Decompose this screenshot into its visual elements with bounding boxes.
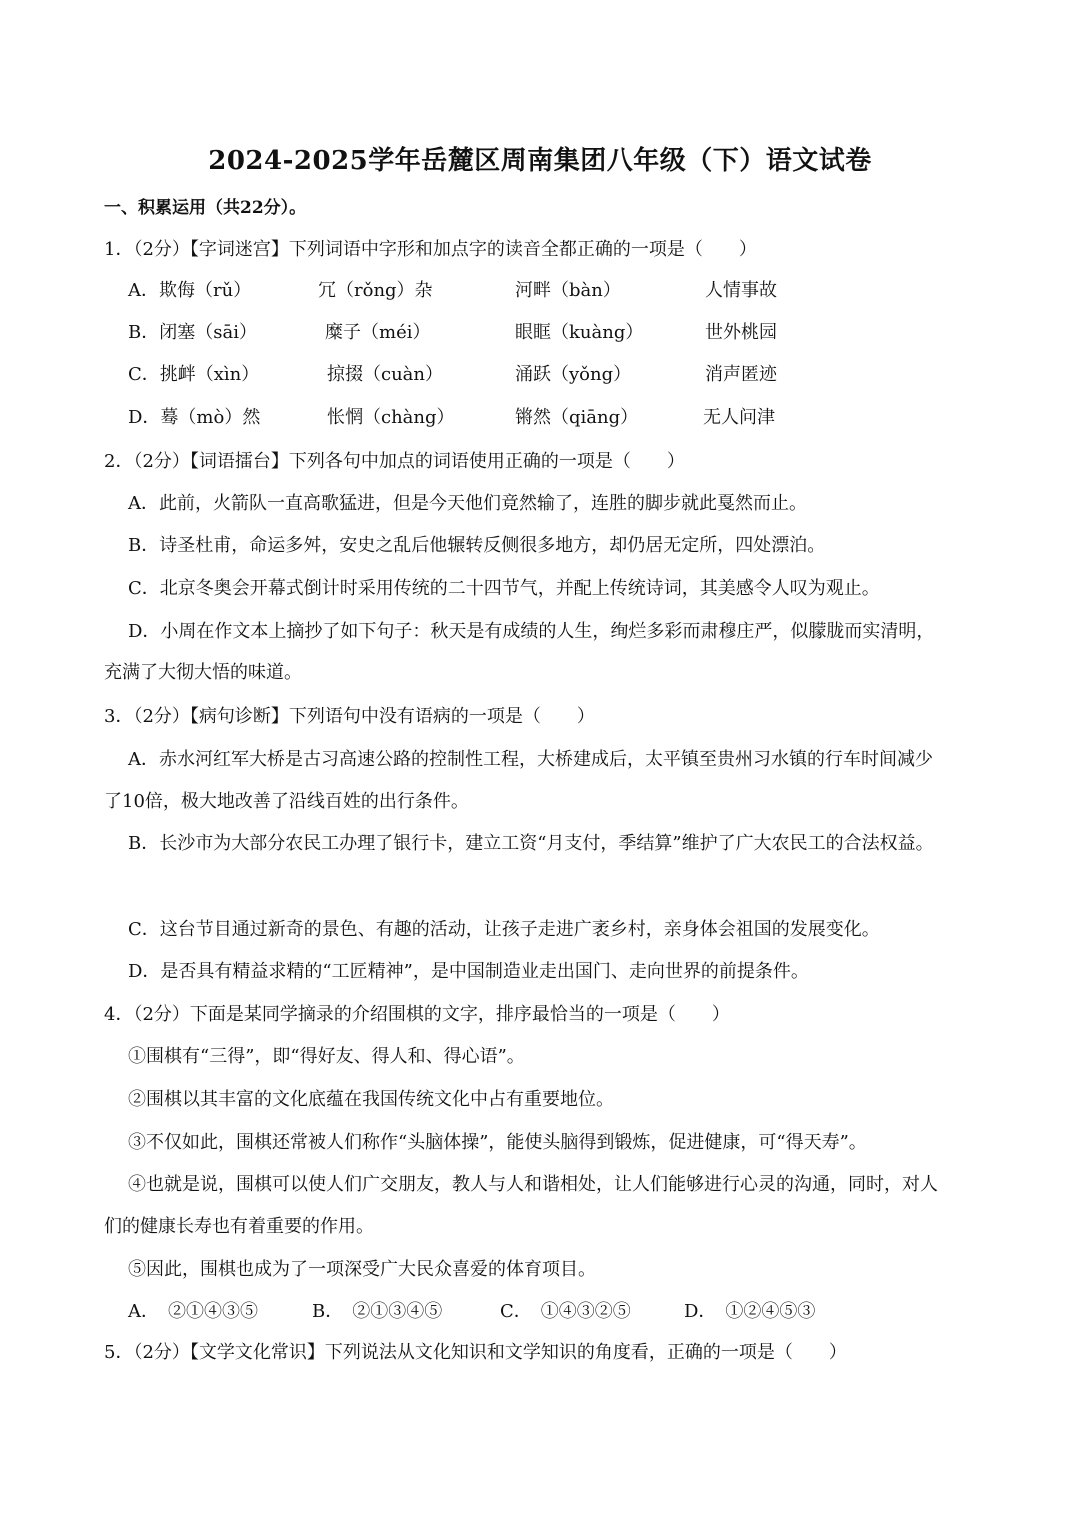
q1-option-c-word-4: 消声匿迹 [705, 364, 777, 385]
q1-option-b-word-3: 眼眶（kuàng） [515, 322, 644, 343]
q1-option-d-word-3: 锵然（qiāng） [515, 407, 639, 428]
q1-option-b-word-1: B．闭塞（sāi） [128, 322, 257, 343]
question-1-stem: 1．（2分）【字词迷宫】下列词语中字形和加点字的读音全都正确的一项是（ ） [104, 239, 757, 260]
q1-option-c-word-1: C．挑衅（xìn） [128, 364, 260, 385]
q4-sentence-1: ①围棋有“三得”，即“得好友、得人和、得心语”。 [128, 1046, 525, 1067]
question-2-stem: 2．（2分）【词语擂台】下列各句中加点的词语使用正确的一项是（ ） [104, 451, 685, 472]
q1-option-c-word-3: 涌跃（yǒng） [515, 364, 632, 385]
q1-option-a-word-1: A．欺侮（rǔ） [128, 280, 252, 301]
q1-option-a-word-3: 河畔（bàn） [515, 280, 621, 301]
q3-option-b: B．长沙市为大部分农民工办理了银行卡，建立工资“月支付，季结算”维护了广大农民工的合法权益。 [128, 833, 934, 854]
q1-option-b-word-4: 世外桃园 [705, 322, 777, 343]
question-4-stem: 4．（2分）下面是某同学摘录的介绍围棋的文字，排序最恰当的一项是（ ） [104, 1004, 730, 1025]
q4-sentence-4-line-1: ④也就是说，围棋可以使人们广交朋友，教人与人和谐相处，让人们能够进行心灵的沟通，同时，对人 [128, 1174, 938, 1195]
q1-option-c-word-2: 掠掇（cuàn） [327, 364, 443, 385]
q1-option-d-word-4: 无人问津 [703, 407, 775, 428]
q4-sentence-5: ⑤因此，围棋也成为了一项深受广大民众喜爱的体育项目。 [128, 1259, 596, 1280]
q2-option-c: C．北京冬奥会开幕式倒计时采用传统的二十四节气，并配上传统诗词，其美感令人叹为观止。 [128, 578, 880, 599]
q1-option-a-word-4: 人情事故 [705, 280, 777, 301]
q4-sentence-2: ②围棋以其丰富的文化底蕴在我国传统文化中占有重要地位。 [128, 1089, 614, 1110]
q4-option-a: A． ②①④③⑤ [128, 1301, 258, 1322]
q3-option-c: C．这台节目通过新奇的景色、有趣的活动，让孩子走进广袤乡村，亲身体会祖国的发展变化。 [128, 919, 880, 940]
q4-option-c: C． ①④③②⑤ [500, 1301, 631, 1322]
q3-option-a-line-1: A．赤水河红军大桥是古习高速公路的控制性工程，大桥建成后，太平镇至贵州习水镇的行车时间减少 [128, 749, 933, 770]
q2-option-a: A．此前，火箭队一直高歌猛进，但是今天他们竟然输了，连胜的脚步就此戛然而止。 [128, 493, 807, 514]
q1-option-d-word-1: D．蓦（mò）然 [128, 407, 261, 428]
q3-option-a-line-2: 了10倍，极大地改善了沿线百姓的出行条件。 [104, 791, 469, 812]
q1-option-d-word-2: 怅惘（chàng） [327, 407, 455, 428]
q1-option-b-word-2: 糜子（méi） [325, 322, 431, 343]
q2-option-d-line-2: 充满了大彻大悟的味道。 [104, 662, 302, 683]
section-heading: 一、积累运用（共22分）。 [104, 198, 307, 218]
q4-sentence-4-line-2: 们的健康长寿也有着重要的作用。 [104, 1216, 374, 1237]
q3-option-d: D．是否具有精益求精的“工匠精神”，是中国制造业走出国门、走向世界的前提条件。 [128, 961, 809, 982]
question-5-stem: 5．（2分）【文学文化常识】下列说法从文化知识和文学知识的角度看，正确的一项是（ ） [104, 1342, 847, 1363]
q2-option-d-line-1: D．小周在作文本上摘抄了如下句子：秋天是有成绩的人生，绚烂多彩而肃穆庄严，似朦胧而实清明， [128, 621, 935, 642]
page-title: 2024-2025学年岳麓区周南集团八年级（下）语文试卷 [208, 146, 872, 176]
q4-sentence-3: ③不仅如此，围棋还常被人们称作“头脑体操”，能使头脑得到锻炼，促进健康，可“得天寿”。 [128, 1132, 867, 1153]
q4-option-b: B． ②①③④⑤ [312, 1301, 443, 1322]
q4-option-d: D． ①②④⑤③ [684, 1301, 816, 1322]
q2-option-b: B．诗圣杜甫，命运多舛，安史之乱后他辗转反侧很多地方，却仍居无定所，四处漂泊。 [128, 535, 826, 556]
question-3-stem: 3．（2分）【病句诊断】下列语句中没有语病的一项是（ ） [104, 706, 595, 727]
q1-option-a-word-2: 冗（rǒng）杂 [318, 280, 433, 301]
